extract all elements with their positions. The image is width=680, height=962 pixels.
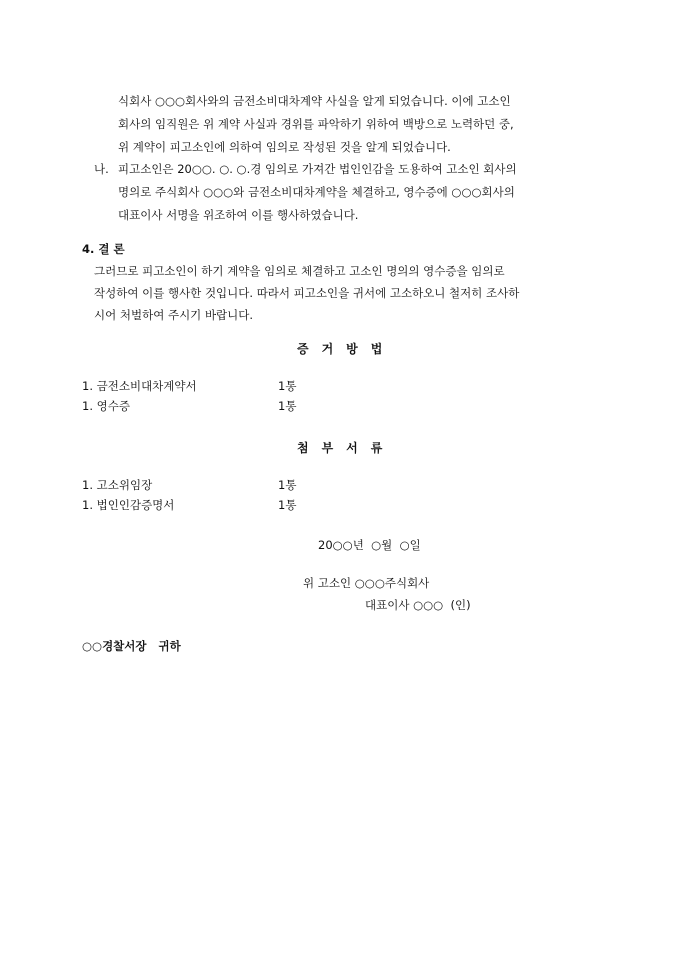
signature-representative: 대표이사 ○○○ (인): [365, 598, 471, 612]
para-ga-line-1: 식회사 ○○○회사와의 금전소비대차계약 사실을 알게 되었습니다. 이에 고소인: [118, 94, 511, 108]
attachments-heading: 첨부서류: [297, 441, 396, 455]
attachment-item-2-label: 1. 법인인감증명서: [82, 498, 175, 512]
recipient-line: ○○경찰서장 귀하: [82, 639, 181, 653]
evidence-item-1-label: 1. 금전소비대차계약서: [82, 379, 197, 393]
para-na-marker: 나.: [94, 162, 109, 176]
conclusion-heading: 4. 결 론: [82, 242, 125, 256]
signature-date: 20○○년 ○월 ○일: [318, 538, 421, 552]
attachment-item-1-count: 1통: [278, 478, 297, 492]
para-na-line-3: 대표이사 서명을 위조하여 이를 행사하였습니다.: [118, 208, 359, 222]
evidence-item-2-count: 1통: [278, 399, 297, 413]
evidence-item-1-count: 1통: [278, 379, 297, 393]
para-na-line-2: 명의로 주식회사 ○○○와 금전소비대차계약을 체결하고, 영수증에 ○○○회사의: [118, 185, 515, 199]
evidence-heading: 증거방법: [297, 342, 396, 356]
para-ga-line-2: 회사의 임직원은 위 계약 사실과 경위를 파악하기 위하여 백방으로 노력하던 중,: [118, 117, 514, 131]
attachment-item-1-label: 1. 고소위임장: [82, 478, 153, 492]
conclusion-line-3: 시어 처벌하여 주시기 바랍니다.: [94, 308, 254, 322]
conclusion-line-2: 작성하여 이를 행사한 것입니다. 따라서 피고소인을 귀서에 고소하오니 철저히 조사하: [94, 286, 520, 300]
conclusion-line-1: 그러므로 피고소인이 하기 계약을 임의로 체결하고 고소인 명의의 영수증을 임의로: [94, 264, 505, 278]
evidence-item-2-label: 1. 영수증: [82, 399, 130, 413]
attachment-item-2-count: 1통: [278, 498, 297, 512]
para-ga-line-3: 위 계약이 피고소인에 의하여 임의로 작성된 것을 알게 되었습니다.: [118, 140, 451, 154]
signature-complainant: 위 고소인 ○○○주식회사: [303, 576, 430, 590]
para-na-line-1: 피고소인은 20○○. ○. ○.경 임의로 가져간 법인인감을 도용하여 고소인 회사의: [118, 162, 517, 176]
